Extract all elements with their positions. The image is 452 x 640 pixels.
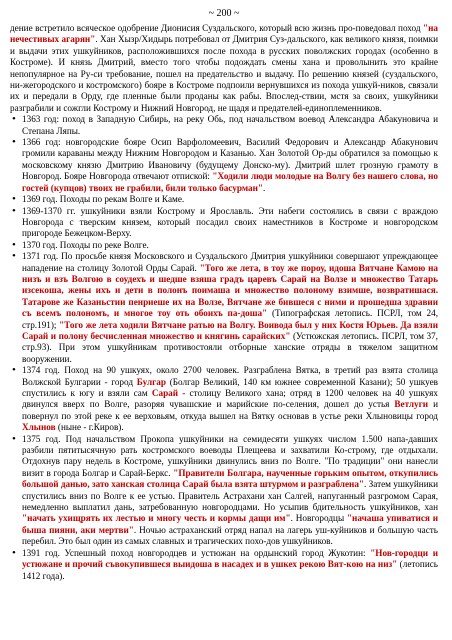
chronology-entry bbox=[22, 194, 438, 205]
text-run: . Затем ушкуйники спустились вниз по Волге к ее устью. Правитель Астрахани хан Салгей, напуганный разгромом Сарая, немедленно выплатил дань, затребованную новгородцами. Но усыпив бдительность ушкуйников, хан bbox=[22, 479, 438, 513]
text-run: 1366 год: новгородские бояре Осип Варфоломеевич, Василий Федорович и Александр Абакунович громили караваны между Нижним Новгородом и Казанью. Хан Золотой Ор-ды обратился за помощью к московскому князю Дмитрию Ивановичу (будущему Донско-му). Дмитрий шлет грозную грамоту в Новгород. Бояре Новгорода отвечают отпиской: bbox=[22, 137, 438, 182]
chronology-entry bbox=[22, 251, 438, 365]
text-run: . Ночью астраханский отряд напал на лагерь уш-куйников и большую часть перебил. Это был один из самых славных и трагических похо-дов ушкуйников. bbox=[22, 524, 438, 547]
intro-paragraph bbox=[10, 23, 438, 114]
text-run: дение встретило всяческое одобрение Дионисия Суздальского, который всю жизнь про-поведовал поход bbox=[10, 23, 423, 33]
text-run: (летопись 1412 года). bbox=[22, 559, 438, 581]
text-run: 1371 год. По просьбе князя Московского и Суздальского Дмитрия ушкуйники совершают упреждающее нападение на столицу Золотой Орды Сарай. bbox=[22, 251, 438, 273]
text-run: 1369 год. Походы по рекам Волге и Каме. bbox=[22, 194, 185, 205]
chronology-entry bbox=[22, 365, 438, 433]
quote-highlight: Сарай bbox=[151, 388, 179, 398]
quote-highlight: "Того же лета, в тоу же пороу, идоша Вятчане Камою на низъ и взъ Волгою в соудехъ и шедше взяша градъ царевъ Сарай на Волзе и множество Татарь изсекоша, жены ихъ и дети в полонъ поимаша и множество полоному взимше, возвратишася. Татарове же Казаньстии пенриеше их на Волзе, Вятчане же бившеся с ними и прошедша здравии съ всемъ полономъ, и многое тоу оть обоихъ па-доша" bbox=[22, 262, 438, 319]
text-run: 1374 год. Поход на 90 ушкуях, около 2700 человек. Разграблена Вятка, в третий раз взята столица Волжской Булгарии - город bbox=[22, 365, 438, 387]
quote-highlight: "Того же лета ходили Вятчане ратью на Волгу. Воивода был у них Костя Юрьев. Да взяли Сарай и полону бесчисленная множество и княгинь сарайских" bbox=[22, 319, 438, 341]
quote-highlight: Ветлуги bbox=[394, 399, 429, 410]
text-run: (Типографская летопись. ПСРЛ, том 24, стр.191); bbox=[22, 308, 438, 330]
page-number: ~ 200 ~ bbox=[208, 8, 240, 19]
text-run: 1363 год: поход в Западную Сибирь, на реку Обь, под начальством воевод Александра Абакуновича и Степана Ляпы. bbox=[22, 114, 438, 136]
chronology-entry bbox=[22, 548, 438, 582]
quote-highlight: "Ходили люди молодые на Волгу без нашего слова, но гостей (купцов) твоих не грабили, били только басурман" bbox=[22, 171, 438, 193]
quote-highlight: Хлынов bbox=[22, 422, 56, 433]
text-run: (ныне - г.Киров). bbox=[55, 422, 124, 433]
text-run: 1375 год. Под начальством Прокопа ушкуйники на семидесяти ушкуях числом 1.500 напа-давших разбили пятитысячную рать костромского воеводы Плещеева и захватили Ко-строму, где отдыхали. Отдохнув пару недель в Костроме, ушкуйники двинулись вниз по Волге. "По традиции" они нанесли визит в города Болгар и Сарай-Беркс. bbox=[22, 433, 438, 478]
text-run: . bbox=[263, 182, 266, 193]
text-run: - столицу Великого хана; отряд в 1200 человек на 40 ушкуях двинулся вверх по Волге, разоряя чувашские и марийские по-селения, дошел до устья bbox=[22, 388, 438, 410]
body-text bbox=[10, 23, 438, 582]
text-run: . Новгородцы bbox=[290, 513, 347, 524]
quote-highlight: "начаша упиватися и быша пияни, аки мертви" bbox=[22, 513, 438, 535]
chronology-entry bbox=[22, 206, 438, 240]
chronology-entry bbox=[22, 434, 438, 548]
text-run: 1369-1370 гг. ушкуйники взяли Кострому и Ярославль. Эти набеги состоялись в связи с враждою Новгорода с тверским князем, который посадил своих наместников в Костроме и новгородском пригороде Бежецком-Верху. bbox=[22, 205, 438, 239]
text-run: . Хан Хызр/Хидырь потребовал от Дмитрия Суз-дальского, как великого князя, поимки и выдачи этих ушкуйников, расположившихся после похода в русских поволжских городах (особенно в Костроме). И князь Дмитрий, вместо того чтобы подождать смены хана и проволынить это крайне непопулярное на Ру-си требование, пошел на предательство и выдачу. По решению князей (суздальского, ни-жегородского и костромского) бояре в Костроме подпоили вернувшихся из похода ушкуй-ников, связали их и передали в Орду, где пленные были проданы как рабы. Впослед-ствии, мстя за своих, ушкуйники разграбили и сожгли Кострому и Нижний Новгород, не щадя и предателей-единоплеменников. bbox=[10, 34, 438, 113]
quote-highlight: "на нечестивых агарян" bbox=[10, 23, 438, 45]
chronology-entry bbox=[22, 137, 438, 194]
chronology-entry bbox=[22, 114, 438, 137]
quote-highlight: "Нов-городци и устюжане и прочий съвокупившеся выидоша в насадех и в ушкех рекою Вят-кою на низ" bbox=[22, 547, 438, 570]
text-run: и повернул по этой реке к ее верховьям, откуда вышел на Вятку основав в устье реки Хлыновицы город bbox=[22, 399, 438, 421]
chronology-entry bbox=[22, 240, 438, 251]
text-run: 1370 год. Походы по реке Волге. bbox=[22, 239, 149, 250]
quote-highlight: Булгар bbox=[136, 376, 166, 387]
text-run: 1391 год. Успешный поход новгородцев и устюжан на ордынский город Жукотин: bbox=[22, 547, 371, 558]
chronology-list bbox=[10, 114, 438, 582]
quote-highlight: "начать ухищрять их лестью и многу честь и кормы дащи им" bbox=[22, 513, 291, 524]
text-run: (Устюжская летопись. ПСРЛ, том 37, стр.93). При этом ушкуйникам противостояли отборные ханские отряды в тяжелом защитном вооружении. bbox=[22, 330, 438, 364]
document-page bbox=[10, 8, 438, 636]
quote-highlight: "Правители Болгара, наученные горьким опытом, откупились большой данью, зато ханская столица Сарай была взята штурмом и разграблена" bbox=[22, 467, 438, 490]
text-run: (Болгар Великий, 140 км южнее современной Казани); 50 ушкуев спустились к югу и взяли сам bbox=[22, 376, 438, 398]
